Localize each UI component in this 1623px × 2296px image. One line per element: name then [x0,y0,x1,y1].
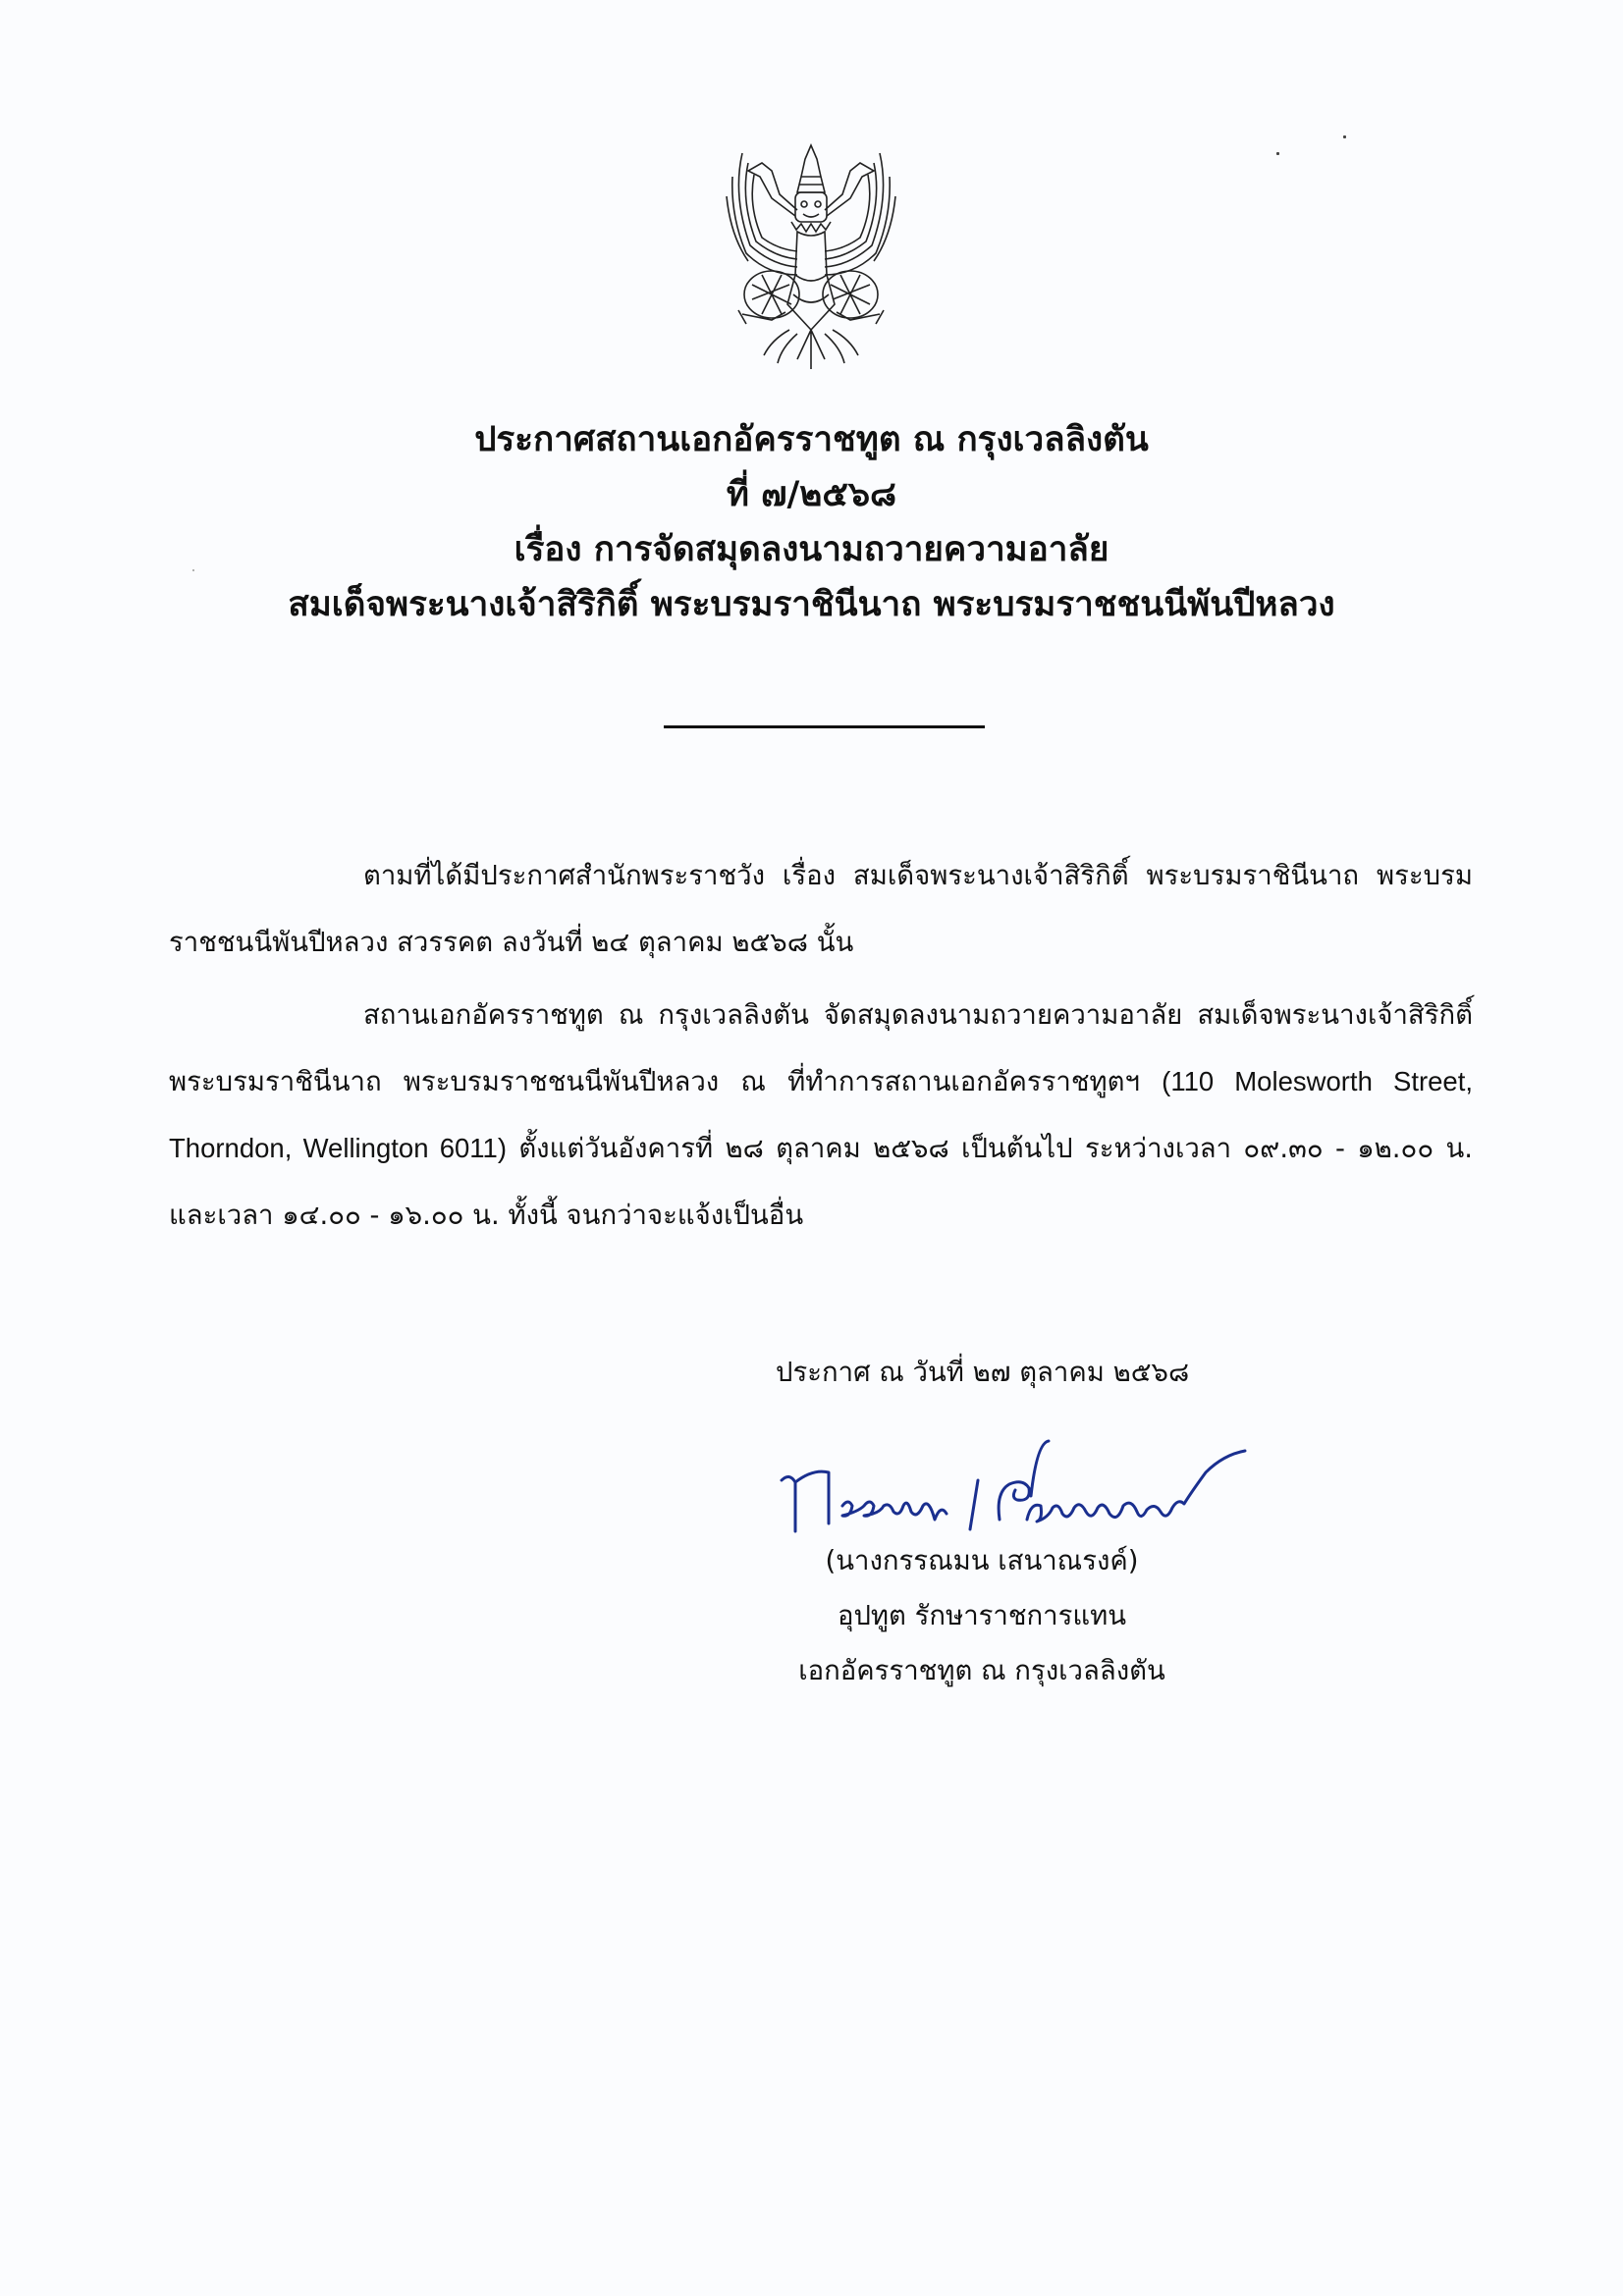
announcement-title: ประกาศสถานเอกอัครราชทูต ณ กรุงเวลลิงตัน [474,420,1149,459]
signer-details [628,1533,1335,1698]
signer-name: (นางกรรณมน เสนาณรงค์) [825,1545,1139,1576]
handwritten-signature-icon [774,1433,1255,1541]
signer-office: เอกอัครราชทูต ณ กรุงเวลลิงตัน [798,1655,1165,1686]
paragraph-2-text-part1: สถานเอกอัครราชทูต ณ กรุงเวลลิงตัน จัดสมุดลงนามถวายความอาลัย สมเด็จพระนางเจ้าสิริกิติ์ พระบรมราชินีนาถ พระบรมราชชนนีพันปีหลวง ณ ที่ทำการสถานเอกอัครราชทูตฯ [169,999,1473,1097]
announcement-header [0,412,1623,632]
header-divider [664,725,985,728]
garuda-emblem-icon [703,137,919,373]
body-paragraph-2 [169,982,1473,1249]
embassy-address: (110 Molesworth Street, Thorndon, Wellington 6011) [169,1066,1473,1163]
announcement-subject: เรื่อง การจัดสมุดลงนามถวายความอาลัย [514,530,1109,569]
body-paragraph-1: ตามที่ได้มีประกาศสำนักพระราชวัง เรื่อง สมเด็จพระนางเจ้าสิริกิติ์ พระบรมราชินีนาถ พระบรมราชชนนีพันปีหลวง สวรรคต ลงวันที่ ๒๔ ตุลาคม ๒๕๖๘ นั้น [169,860,1473,958]
announcement-date: ประกาศ ณ วันที่ ๒๗ ตุลาคม ๒๕๖๘ [776,1357,1190,1388]
paragraph-2-text-part2: ตั้งแต่วันอังคารที่ ๒๘ ตุลาคม ๒๕๖๘ เป็นต้นไป ระหว่างเวลา ๐๙.๓๐ - ๑๒.๐๐ น. และเวลา ๑๔.๐๐ - ๑๖.๐๐ น. ทั้งนี้ จนกว่าจะแจ้งเป็นอื่น [169,1133,1473,1231]
signer-position: อุปทูต รักษาราชการแทน [837,1600,1127,1631]
announcement-number: ที่ ๗/๒๕๖๘ [726,475,897,514]
announcement-subject-line2: สมเด็จพระนางเจ้าสิริกิติ์ พระบรมราชินีนาถ พระบรมราชชนนีพันปีหลวง [288,585,1335,624]
scan-artifact [192,569,194,571]
scan-artifact [1276,152,1279,155]
scan-artifact [1343,135,1346,138]
